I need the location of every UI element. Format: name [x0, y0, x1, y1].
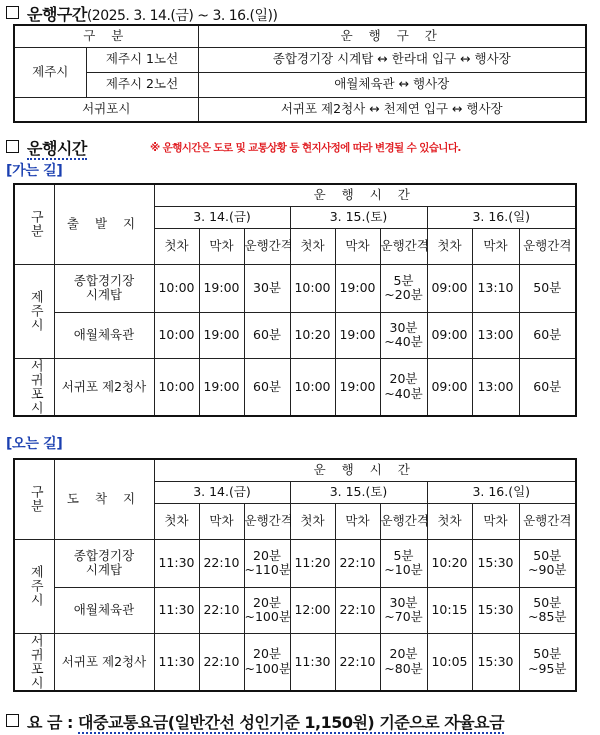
inbound-row-name: 애월체육관: [54, 587, 154, 633]
fare-label: 요 금 :: [27, 713, 73, 732]
time-cell: 22:10: [335, 587, 380, 633]
time-cell: 19:00: [199, 264, 244, 312]
inbound-interval-2: 운행간격: [380, 503, 427, 539]
time-cell: 11:30: [154, 587, 199, 633]
interval-cell: 60분: [519, 312, 576, 358]
inbound-table: [13, 458, 577, 692]
time-cell: 13:00: [472, 312, 519, 358]
route-line2-path: 애월체육관 ↔ 행사장: [198, 72, 586, 97]
interval-cell: 20분~100분: [244, 633, 290, 691]
table-row: [14, 358, 576, 416]
outbound-first-bus-1: 첫차: [154, 228, 199, 264]
interval-cell: 50분: [519, 264, 576, 312]
route-jeju-city: 제주시: [14, 47, 86, 97]
time-cell: 11:20: [290, 539, 335, 587]
outbound-last-bus-3: 막차: [472, 228, 519, 264]
outbound-label: [가는 길]: [6, 163, 63, 179]
outbound-header-time: 운 행 시 간: [154, 184, 576, 206]
outbound-last-bus-2: 막차: [335, 228, 380, 264]
time-cell: 22:10: [335, 539, 380, 587]
time-cell: 19:00: [199, 312, 244, 358]
route-table: [13, 24, 587, 123]
checkbox-square-icon: [6, 140, 19, 153]
inbound-header-destination: 도 착 지: [54, 459, 154, 539]
fare-line: [6, 710, 504, 733]
fare-text: 대중교통요금(일반간선 성인기준 1,150원) 기준으로 자율요금: [78, 713, 505, 732]
route-line1-path: 종합경기장 시계탑 ↔ 한라대 입구 ↔ 행사장: [198, 47, 586, 72]
inbound-row-name: 서귀포 제2청사: [54, 633, 154, 691]
time-cell: 10:15: [427, 587, 472, 633]
time-cell: 19:00: [335, 264, 380, 312]
outbound-jeju-city: 제주시: [14, 264, 54, 358]
time-cell: 22:10: [199, 539, 244, 587]
time-cell: 22:10: [199, 633, 244, 691]
inbound-interval-3: 운행간격: [519, 503, 576, 539]
inbound-last-bus-1: 막차: [199, 503, 244, 539]
inbound-first-bus-1: 첫차: [154, 503, 199, 539]
interval-cell: 50분~95분: [519, 633, 576, 691]
interval-cell: 60분: [244, 312, 290, 358]
inbound-label: [오는 길]: [6, 436, 63, 452]
inbound-last-bus-2: 막차: [335, 503, 380, 539]
time-cell: 15:30: [472, 587, 519, 633]
time-cell: 09:00: [427, 358, 472, 416]
time-cell: 13:10: [472, 264, 519, 312]
outbound-seogwipo-city: 서귀포시: [14, 358, 54, 416]
interval-cell: 5분~10분: [380, 539, 427, 587]
interval-cell: 60분: [244, 358, 290, 416]
inbound-interval-1: 운행간격: [244, 503, 290, 539]
schedule-heading: [6, 136, 87, 159]
interval-cell: 20분~40분: [380, 358, 427, 416]
route-header-section: 운 행 구 간: [198, 25, 586, 47]
outbound-row-name: 종합경기장 시계탑: [54, 264, 154, 312]
time-cell: 11:30: [290, 633, 335, 691]
interval-cell: 60분: [519, 358, 576, 416]
outbound-interval-1: 운행간격: [244, 228, 290, 264]
table-row: [14, 539, 576, 587]
outbound-table: [13, 183, 577, 417]
table-row: [14, 312, 576, 358]
outbound-first-bus-3: 첫차: [427, 228, 472, 264]
inbound-last-bus-3: 막차: [472, 503, 519, 539]
inbound-row-name: 종합경기장 시계탑: [54, 539, 154, 587]
route-line1-name: 제주시 1노선: [86, 47, 198, 72]
time-cell: 22:10: [335, 633, 380, 691]
time-cell: 10:00: [154, 312, 199, 358]
time-cell: 15:30: [472, 539, 519, 587]
interval-cell: 50분~85분: [519, 587, 576, 633]
outbound-day2: 3. 15.(토): [290, 206, 427, 228]
time-cell: 19:00: [335, 312, 380, 358]
inbound-day3: 3. 16.(일): [427, 481, 576, 503]
time-cell: 10:00: [154, 358, 199, 416]
route-heading-period: (2025. 3. 14.(금) ~ 3. 16.(일)): [86, 8, 278, 24]
outbound-day1: 3. 14.(금): [154, 206, 290, 228]
time-cell: 13:00: [472, 358, 519, 416]
inbound-jeju-city: 제주시: [14, 539, 54, 633]
time-cell: 10:20: [290, 312, 335, 358]
time-cell: 12:00: [290, 587, 335, 633]
time-cell: 09:00: [427, 264, 472, 312]
outbound-interval-2: 운행간격: [380, 228, 427, 264]
inbound-header-time: 운 행 시 간: [154, 459, 576, 481]
time-cell: 19:00: [335, 358, 380, 416]
outbound-header-origin: 출 발 지: [54, 184, 154, 264]
time-cell: 19:00: [199, 358, 244, 416]
time-cell: 09:00: [427, 312, 472, 358]
route-seogwipo-city: 서귀포시: [14, 97, 198, 122]
interval-cell: 5분~20분: [380, 264, 427, 312]
outbound-row-name: 서귀포 제2청사: [54, 358, 154, 416]
time-cell: 11:30: [154, 539, 199, 587]
time-cell: 22:10: [199, 587, 244, 633]
interval-cell: 20분~100분: [244, 587, 290, 633]
interval-cell: 50분~90분: [519, 539, 576, 587]
table-row: [14, 587, 576, 633]
inbound-seogwipo-city: 서귀포시: [14, 633, 54, 691]
route-line2-name: 제주시 2노선: [86, 72, 198, 97]
outbound-last-bus-1: 막차: [199, 228, 244, 264]
outbound-day3: 3. 16.(일): [427, 206, 576, 228]
inbound-day1: 3. 14.(금): [154, 481, 290, 503]
time-cell: 11:30: [154, 633, 199, 691]
schedule-notice: ※ 운행시간은 도로 및 교통상황 등 현지사정에 따라 변경될 수 있습니다.: [150, 142, 461, 154]
checkbox-square-icon: [6, 714, 19, 727]
table-row: [14, 264, 576, 312]
time-cell: 10:05: [427, 633, 472, 691]
interval-cell: 30분: [244, 264, 290, 312]
outbound-row-name: 애월체육관: [54, 312, 154, 358]
outbound-header-category: 구분: [14, 184, 54, 264]
route-heading-title: 운행구간: [27, 5, 87, 24]
schedule-heading-title: 운행시간: [27, 139, 87, 158]
interval-cell: 20분~110분: [244, 539, 290, 587]
table-row: [14, 633, 576, 691]
route-header-category: 구 분: [14, 25, 198, 47]
time-cell: 10:00: [154, 264, 199, 312]
inbound-day2: 3. 15.(토): [290, 481, 427, 503]
time-cell: 10:20: [427, 539, 472, 587]
outbound-interval-3: 운행간격: [519, 228, 576, 264]
interval-cell: 30분~40분: [380, 312, 427, 358]
inbound-first-bus-2: 첫차: [290, 503, 335, 539]
inbound-first-bus-3: 첫차: [427, 503, 472, 539]
interval-cell: 20분~80분: [380, 633, 427, 691]
interval-cell: 30분~70분: [380, 587, 427, 633]
time-cell: 10:00: [290, 358, 335, 416]
time-cell: 10:00: [290, 264, 335, 312]
inbound-header-category: 구분: [14, 459, 54, 539]
route-line3-path: 서귀포 제2청사 ↔ 천제연 입구 ↔ 행사장: [198, 97, 586, 122]
outbound-first-bus-2: 첫차: [290, 228, 335, 264]
time-cell: 15:30: [472, 633, 519, 691]
route-heading: [6, 2, 277, 25]
checkbox-square-icon: [6, 6, 19, 19]
